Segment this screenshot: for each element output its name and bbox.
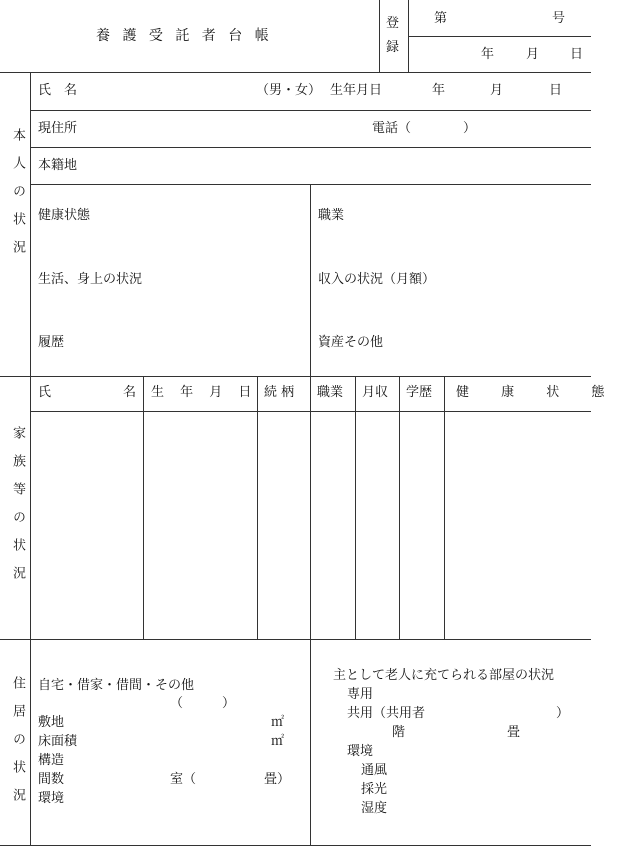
family-col-income: 月収	[362, 385, 389, 400]
birth-month: 月	[490, 83, 504, 98]
elder-room-title: 主として老人に充てられる部屋の状況	[333, 668, 555, 683]
elder-room-environment: 環境	[347, 744, 374, 759]
self-section-label: 本人の状況	[10, 128, 25, 268]
floor-area-label: 床面積	[38, 734, 78, 749]
site-area-label: 敷地	[38, 715, 65, 730]
registration-label: 登録	[386, 16, 400, 55]
gender-options: （男・女）	[256, 83, 322, 98]
registration-date-month: 月	[526, 47, 540, 62]
income-label: 収入の状況（月額）	[318, 272, 436, 287]
residence-section-label: 住居の状況	[10, 676, 25, 816]
floor-area-unit: ㎡	[271, 734, 285, 749]
form-title: 養 護 受 託 者 台 帳	[96, 28, 273, 44]
elder-room-tatami: 畳	[507, 725, 521, 740]
elder-room-shared-close: ）	[556, 706, 570, 721]
rooms-unit: 室（	[170, 772, 197, 787]
rooms-label: 間数	[38, 772, 65, 787]
structure-label: 構造	[38, 753, 65, 768]
health-label: 健康状態	[38, 208, 91, 223]
family-col-occupation: 職業	[317, 385, 344, 400]
elder-room-humidity: 湿度	[361, 801, 388, 816]
environment-label: 環境	[38, 791, 65, 806]
family-col-name-left: 氏	[38, 385, 52, 400]
tatami-unit: 畳）	[264, 772, 291, 787]
registration-number-suffix: 号	[552, 11, 566, 26]
birth-day: 日	[549, 83, 563, 98]
address-label: 現住所	[38, 121, 78, 136]
family-col-birth: 生 年 月 日	[151, 385, 258, 400]
site-area-unit: ㎡	[271, 715, 285, 730]
family-col-relation: 続 柄	[264, 385, 295, 400]
occupation-label: 職業	[318, 208, 345, 223]
registration-date-day: 日	[570, 47, 584, 62]
family-col-health: 健 康 状 態	[456, 385, 618, 400]
elder-room-floor: 階	[392, 725, 406, 740]
family-section-label: 家族等の状況	[10, 426, 25, 594]
birth-year: 年	[432, 83, 446, 98]
domicile-label: 本籍地	[38, 158, 78, 173]
assets-label: 資産その他	[318, 335, 384, 350]
family-col-name-right: 名	[123, 385, 137, 400]
registration-date-year: 年	[481, 47, 495, 62]
registration-number-prefix: 第	[434, 11, 448, 26]
elder-room-lighting: 採光	[361, 782, 388, 797]
elder-room-exclusive: 専用	[347, 687, 374, 702]
phone-label: 電話（ ）	[372, 121, 477, 136]
name-label: 氏 名	[38, 83, 78, 98]
residence-type-other: （ ）	[170, 696, 236, 711]
birth-date-label: 生年月日	[330, 83, 383, 98]
residence-type-options: 自宅・借家・借間・その他	[38, 678, 195, 693]
life-status-label: 生活、身上の状況	[38, 272, 143, 287]
family-col-education: 学歴	[406, 385, 433, 400]
history-label: 履歴	[38, 335, 65, 350]
elder-room-ventilation: 通風	[361, 763, 388, 778]
elder-room-shared: 共用（共用者	[347, 706, 426, 721]
